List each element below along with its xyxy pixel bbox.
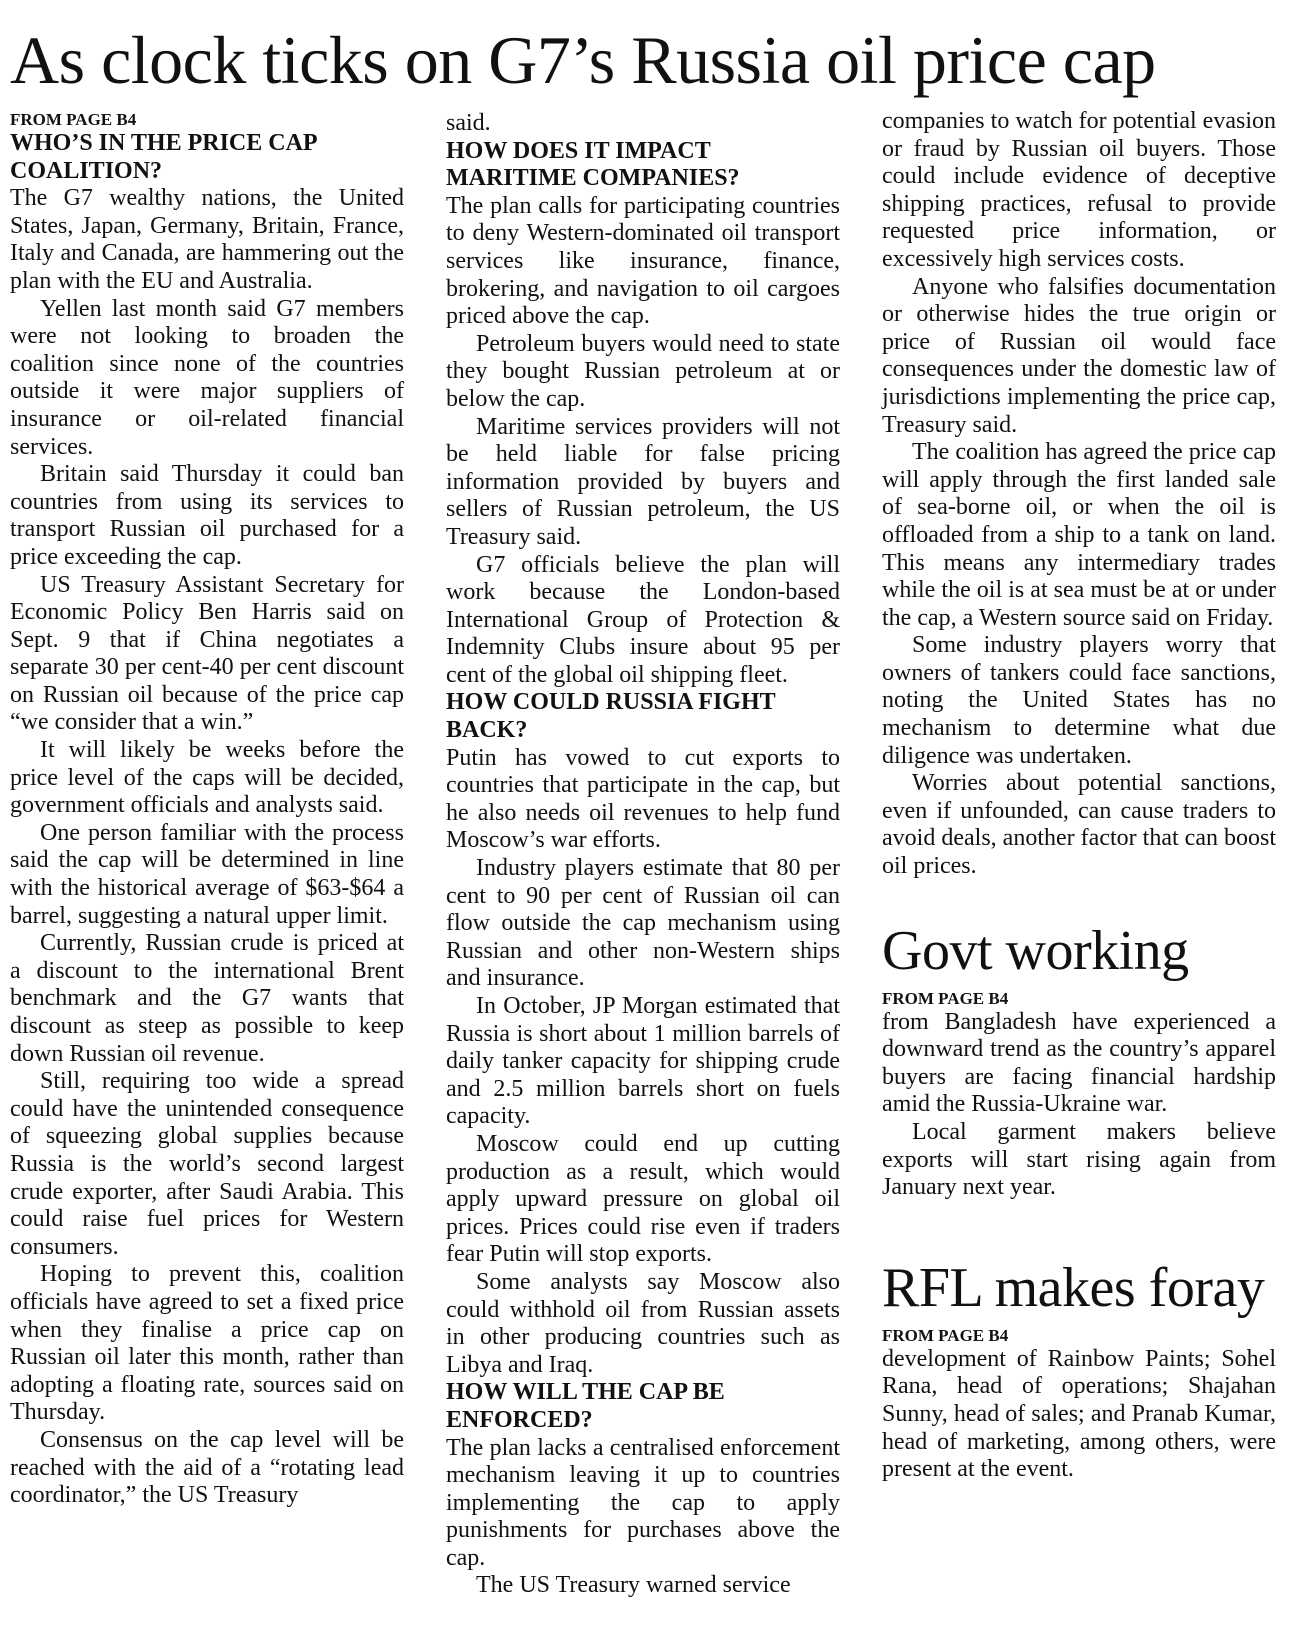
- article-paragraph: The coalition has agreed the price cap will apply through the first landed sale of sea-borne oil, or when the oil is offloaded from a ship to a tank on land. This means any intermediary trades while the oil is at sea must be at or under the cap, a Western source said on Friday.: [882, 439, 1276, 631]
- article-paragraph: Currently, Russian crude is priced at a discount to the international Brent benchmark and the G7 wants that discount as steep as possible to keep down Russian oil revenue.: [10, 930, 404, 1067]
- article-paragraph: The US Treasury warned service: [476, 1572, 791, 1599]
- article-column-2: [446, 110, 840, 1600]
- article-paragraph: companies to watch for potential evasion or fraud by Russian oil buyers. Those could include evidence of deceptive shipping practices, refusal to provide requested price information, or excessively high services costs.: [882, 108, 1276, 272]
- article-paragraph: Anyone who falsifies documentation or otherwise hides the true origin or price of Russian oil would face consequences under the domestic law of jurisdictions implementing the price cap, Treasury said.: [882, 273, 1276, 438]
- article-paragraph: development of Rainbow Paints; Sohel Rana, head of operations; Shajahan Sunny, head of sales; and Pranab Kumar, head of marketing, among others, were present at the event.: [882, 1345, 1276, 1483]
- article-paragraph: Industry players estimate that 80 per cent to 90 per cent of Russian oil can flow outside the cap mechanism using Russian and other non-Western ships and insurance.: [446, 855, 840, 992]
- dateline-govt-working: FROM PAGE B4: [882, 988, 1009, 1008]
- column-1-body: [10, 130, 404, 1510]
- article-paragraph: Some analysts say Moscow also could withhold oil from Russian assets in other producing countries such as Libya and Iraq.: [446, 1268, 840, 1378]
- article-paragraph: It will likely be weeks before the price level of the caps will be decided, government officials and analysts said.: [10, 737, 404, 819]
- section-subhead: HOW COULD RUSSIA FIGHT BACK?: [446, 689, 776, 744]
- article-paragraph: Some industry players worry that owners of tankers could face sanctions, noting the United States has no mechanism to determine what due diligence was undertaken.: [882, 632, 1276, 769]
- article-paragraph: Moscow could end up cutting production as a result, which would apply upward pressure on global oil prices. Prices could rise even if traders fear Putin will stop exports.: [446, 1130, 840, 1268]
- article-paragraph: G7 officials believe the plan will work because the London-based International Group of Protection & Indemnity Clubs insure about 95 per cent of the global oil shipping fleet.: [446, 551, 840, 688]
- story-headline-govt-working: Govt working: [882, 919, 1189, 982]
- rfl-makes-foray-body: [882, 1346, 1276, 1484]
- article-paragraph: Consensus on the cap level will be reached with the aid of a “rotating lead coordinator,” the US Treasury: [10, 1426, 404, 1509]
- article-column-1: [10, 110, 404, 1510]
- page-headline: As clock ticks on G7’s Russia oil price cap: [10, 22, 1156, 98]
- article-paragraph: Worries about potential sanctions, even if unfounded, can cause traders to avoid deals, another factor that can boost oil prices.: [882, 770, 1276, 880]
- story-headline-rfl-makes-foray: RFL makes foray: [882, 1256, 1265, 1319]
- article-paragraph: from Bangladesh have experienced a downward trend as the country’s apparel buyers are facing financial hardship amid the Russia-Ukraine war.: [882, 1008, 1276, 1118]
- article-paragraph: One person familiar with the process said the cap will be determined in line with the historical average of $63-$64 a barrel, suggesting a natural upper limit.: [10, 819, 404, 929]
- section-subhead: HOW WILL THE CAP BE ENFORCED?: [446, 1379, 725, 1433]
- section-subhead: HOW DOES IT IMPACT MARITIME COMPANIES?: [446, 137, 740, 192]
- column-3-body: [882, 108, 1276, 881]
- article-paragraph: Putin has vowed to cut exports to countries that participate in the cap, but he also needs oil revenues to help fund Moscow’s war efforts.: [446, 744, 840, 854]
- column-2-body: [446, 110, 840, 1600]
- article-paragraph: said.: [446, 110, 491, 136]
- article-paragraph: In October, JP Morgan estimated that Russia is short about 1 million barrels of daily tanker capacity for shipping crude and 2.5 million barrels short on fuels capacity.: [446, 993, 840, 1130]
- article-paragraph: Yellen last month said G7 members were not looking to broaden the coalition since none of the countries outside it were major suppliers of insurance or oil-related financial services.: [10, 295, 404, 460]
- govt-working-body: [882, 1009, 1276, 1202]
- article-paragraph: Still, requiring too wide a spread could have the unintended consequence of squeezing global supplies because Russia is the world’s second largest crude exporter, after Saudi Arabia. This could raise fuel prices for Western consumers.: [10, 1068, 404, 1260]
- dateline: FROM PAGE B4: [10, 110, 137, 129]
- article-paragraph: Maritime services providers will not be held liable for false pricing information provided by buyers and sellers of Russian petroleum, the US Treasury said.: [446, 413, 840, 550]
- article-paragraph: The G7 wealthy nations, the United States, Japan, Germany, Britain, France, Italy and Canada, are hammering out the plan with the EU and Australia.: [10, 185, 404, 294]
- article-paragraph: The plan calls for participating countries to deny Western-dominated oil transport services like insurance, finance, brokering, and navigation to oil cargoes priced above the cap.: [446, 192, 840, 330]
- article-paragraph: US Treasury Assistant Secretary for Economic Policy Ben Harris said on Sept. 9 that if China negotiates a separate 30 per cent-40 per cent discount on Russian oil because of the price cap “we consider that a win.”: [10, 571, 404, 736]
- article-paragraph: Hoping to prevent this, coalition officials have agreed to set a fixed price when they finalise a price cap on Russian oil later this month, rather than adopting a floating rate, sources said on Thursday.: [10, 1261, 404, 1426]
- article-paragraph: The plan lacks a centralised enforcement mechanism leaving it up to countries implementing the cap to apply punishments for purchases above the cap.: [446, 1434, 840, 1571]
- section-subhead: WHO’S IN THE PRICE CAP COALITION?: [10, 130, 317, 184]
- article-paragraph: Local garment makers believe exports will start rising again from January next year.: [882, 1119, 1276, 1201]
- article-paragraph: Britain said Thursday it could ban countries from using its services to transport Russian oil purchased for a price exceeding the cap.: [10, 461, 404, 570]
- article-paragraph: Petroleum buyers would need to state they bought Russian petroleum at or below the cap.: [446, 330, 840, 412]
- dateline-rfl-makes-foray: FROM PAGE B4: [882, 1325, 1009, 1345]
- article-column-3: [882, 108, 1276, 1484]
